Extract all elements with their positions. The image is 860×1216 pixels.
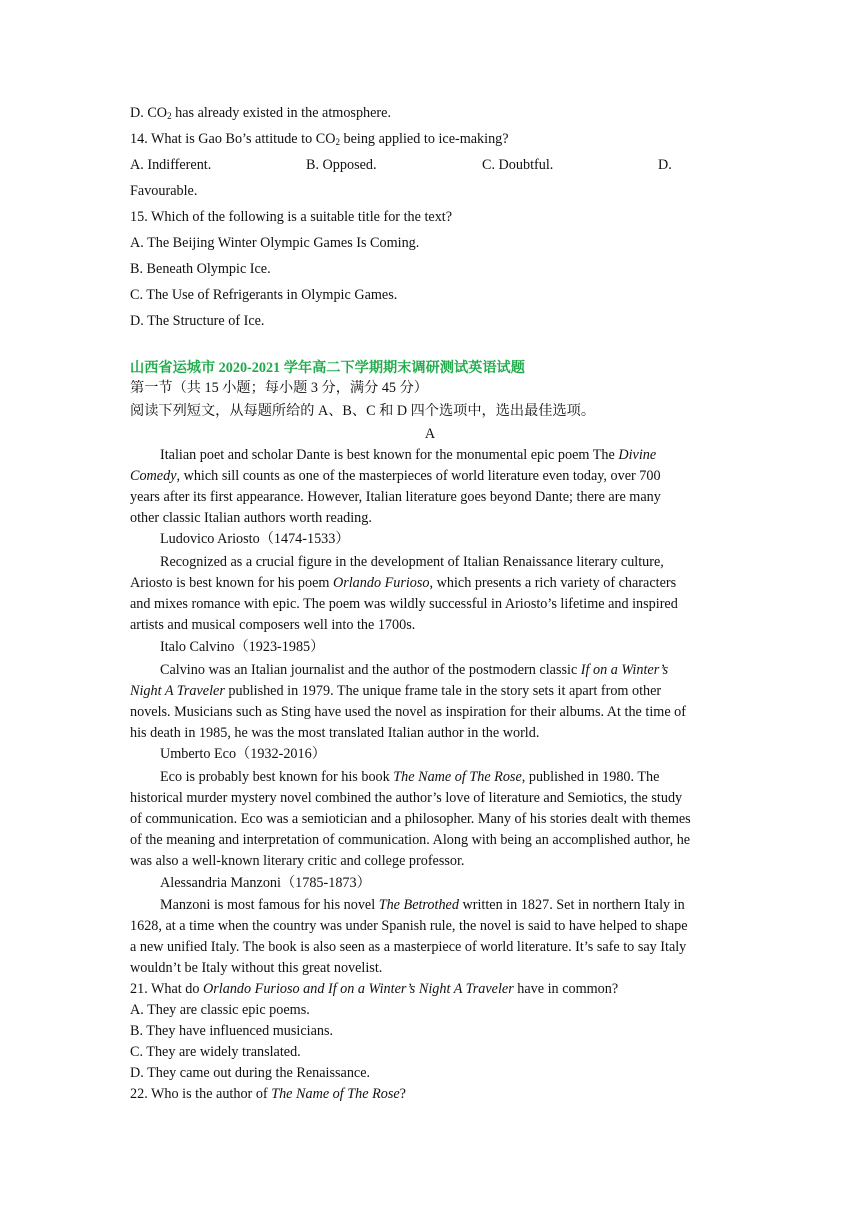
q13-option-d: D. $CO_2$ has already existed in the atmosphere. xyxy=(130,105,391,121)
q21-option-d: D. They came out during the Renaissance. xyxy=(130,1065,371,1081)
passage-line: Ariosto is best known for his poem Orlando Furioso, which presents a rich variety of characters xyxy=(130,575,677,591)
passage-line: Italian poet and scholar Dante is best known for the monumental epic poem The Divine xyxy=(160,447,657,463)
q14-stem: 14. What is Gao Bo’s attitude to $CO_2$ being applied to ice-making? xyxy=(130,131,509,147)
q14-option-c: C. Doubtful. xyxy=(482,157,554,173)
passage-line: 1628, at a time when the country was under Spanish rule, the novel is said to have helped to shape xyxy=(130,918,688,934)
q15-option-d: D. The Structure of Ice. xyxy=(130,313,265,329)
q14-option-b: B. Opposed. xyxy=(306,157,377,173)
q21-stem: 21. What do Orlando Furioso and If on a Winter’s Night A Traveler have in common? xyxy=(130,981,619,997)
q14-option-d-letter: D. xyxy=(658,157,672,173)
passage-line: his death in 1985, he was the most translated Italian author in the world. xyxy=(130,725,540,741)
q15-option-c: C. The Use of Refrigerants in Olympic Games. xyxy=(130,287,398,303)
passage-line: historical murder mystery novel combined the author’s love of literature and Semiotics, the study xyxy=(130,790,683,806)
passage-letter: A xyxy=(424,426,436,442)
section-heading: 第一节（共 15 小题；每小题 3 分，满分 45 分） xyxy=(130,380,428,396)
passage-line: Comedy, which sill counts as one of the masterpieces of world literature even today, over 700 xyxy=(130,468,661,484)
q14-option-d-text: Favourable. xyxy=(130,183,198,199)
author-heading-ariosto: Ludovico Ariosto（1474-1533） xyxy=(160,531,350,547)
passage-line: Eco is probably best known for his book The Name of The Rose, published in 1980. The xyxy=(160,769,660,785)
q15-option-b: B. Beneath Olympic Ice. xyxy=(130,261,271,277)
author-heading-eco: Umberto Eco（1932-2016） xyxy=(160,746,326,762)
q21-option-c: C. They are widely translated. xyxy=(130,1044,301,1060)
passage-line: other classic Italian authors worth reading. xyxy=(130,510,372,526)
passage-line: of the meaning and interpretation of communication. Along with being an accomplished author, he xyxy=(130,832,691,848)
q15-stem: 15. Which of the following is a suitable title for the text? xyxy=(130,209,453,225)
author-heading-calvino: Italo Calvino（1923-1985） xyxy=(160,639,325,655)
passage-line: Calvino was an Italian journalist and the author of the postmodern classic If on a Winter’s xyxy=(160,662,669,678)
passage-line: Recognized as a crucial figure in the development of Italian Renaissance literary culture, xyxy=(160,554,664,570)
passage-line: and mixes romance with epic. The poem was wildly successful in Ariosto’s lifetime and inspired xyxy=(130,596,678,612)
passage-line: Night A Traveler published in 1979. The unique frame tale in the story sets it apart from other xyxy=(130,683,662,699)
q21-option-b: B. They have influenced musicians. xyxy=(130,1023,334,1039)
passage-line: wouldn’t be Italy without this great novelist. xyxy=(130,960,383,976)
passage-line: a new unified Italy. The book is also seen as a masterpiece of world literature. It’s safe to say Italy xyxy=(130,939,687,955)
instruction-text: 阅读下列短文，从每题所给的 A、B、C 和 D 四个选项中，选出最佳选项。 xyxy=(130,403,596,419)
q14-option-a: A. Indifferent. xyxy=(130,157,212,173)
passage-line: of communication. Eco was a semiotician and a philosopher. Many of his stories dealt with themes xyxy=(130,811,691,827)
q15-option-a: A. The Beijing Winter Olympic Games Is Coming. xyxy=(130,235,420,251)
author-heading-manzoni: Alessandria Manzoni（1785-1873） xyxy=(160,875,371,891)
passage-line: years after its first appearance. However, Italian literature goes beyond Dante; there are many xyxy=(130,489,661,505)
passage-line: novels. Musicians such as Sting have used the novel as inspiration for their albums. At the time of xyxy=(130,704,686,720)
passage-line: was also a well-known literary critic and college professor. xyxy=(130,853,465,869)
passage-line: Manzoni is most famous for his novel The Betrothed written in 1827. Set in northern Italy in xyxy=(160,897,685,913)
exam-title: 山西省运城市 2020-2021 学年高二下学期期末调研测试英语试题 xyxy=(130,360,525,376)
q22-stem: 22. Who is the author of The Name of The Rose? xyxy=(130,1086,406,1102)
passage-line: artists and musical composers well into the 1700s. xyxy=(130,617,416,633)
q21-option-a: A. They are classic epic poems. xyxy=(130,1002,310,1018)
